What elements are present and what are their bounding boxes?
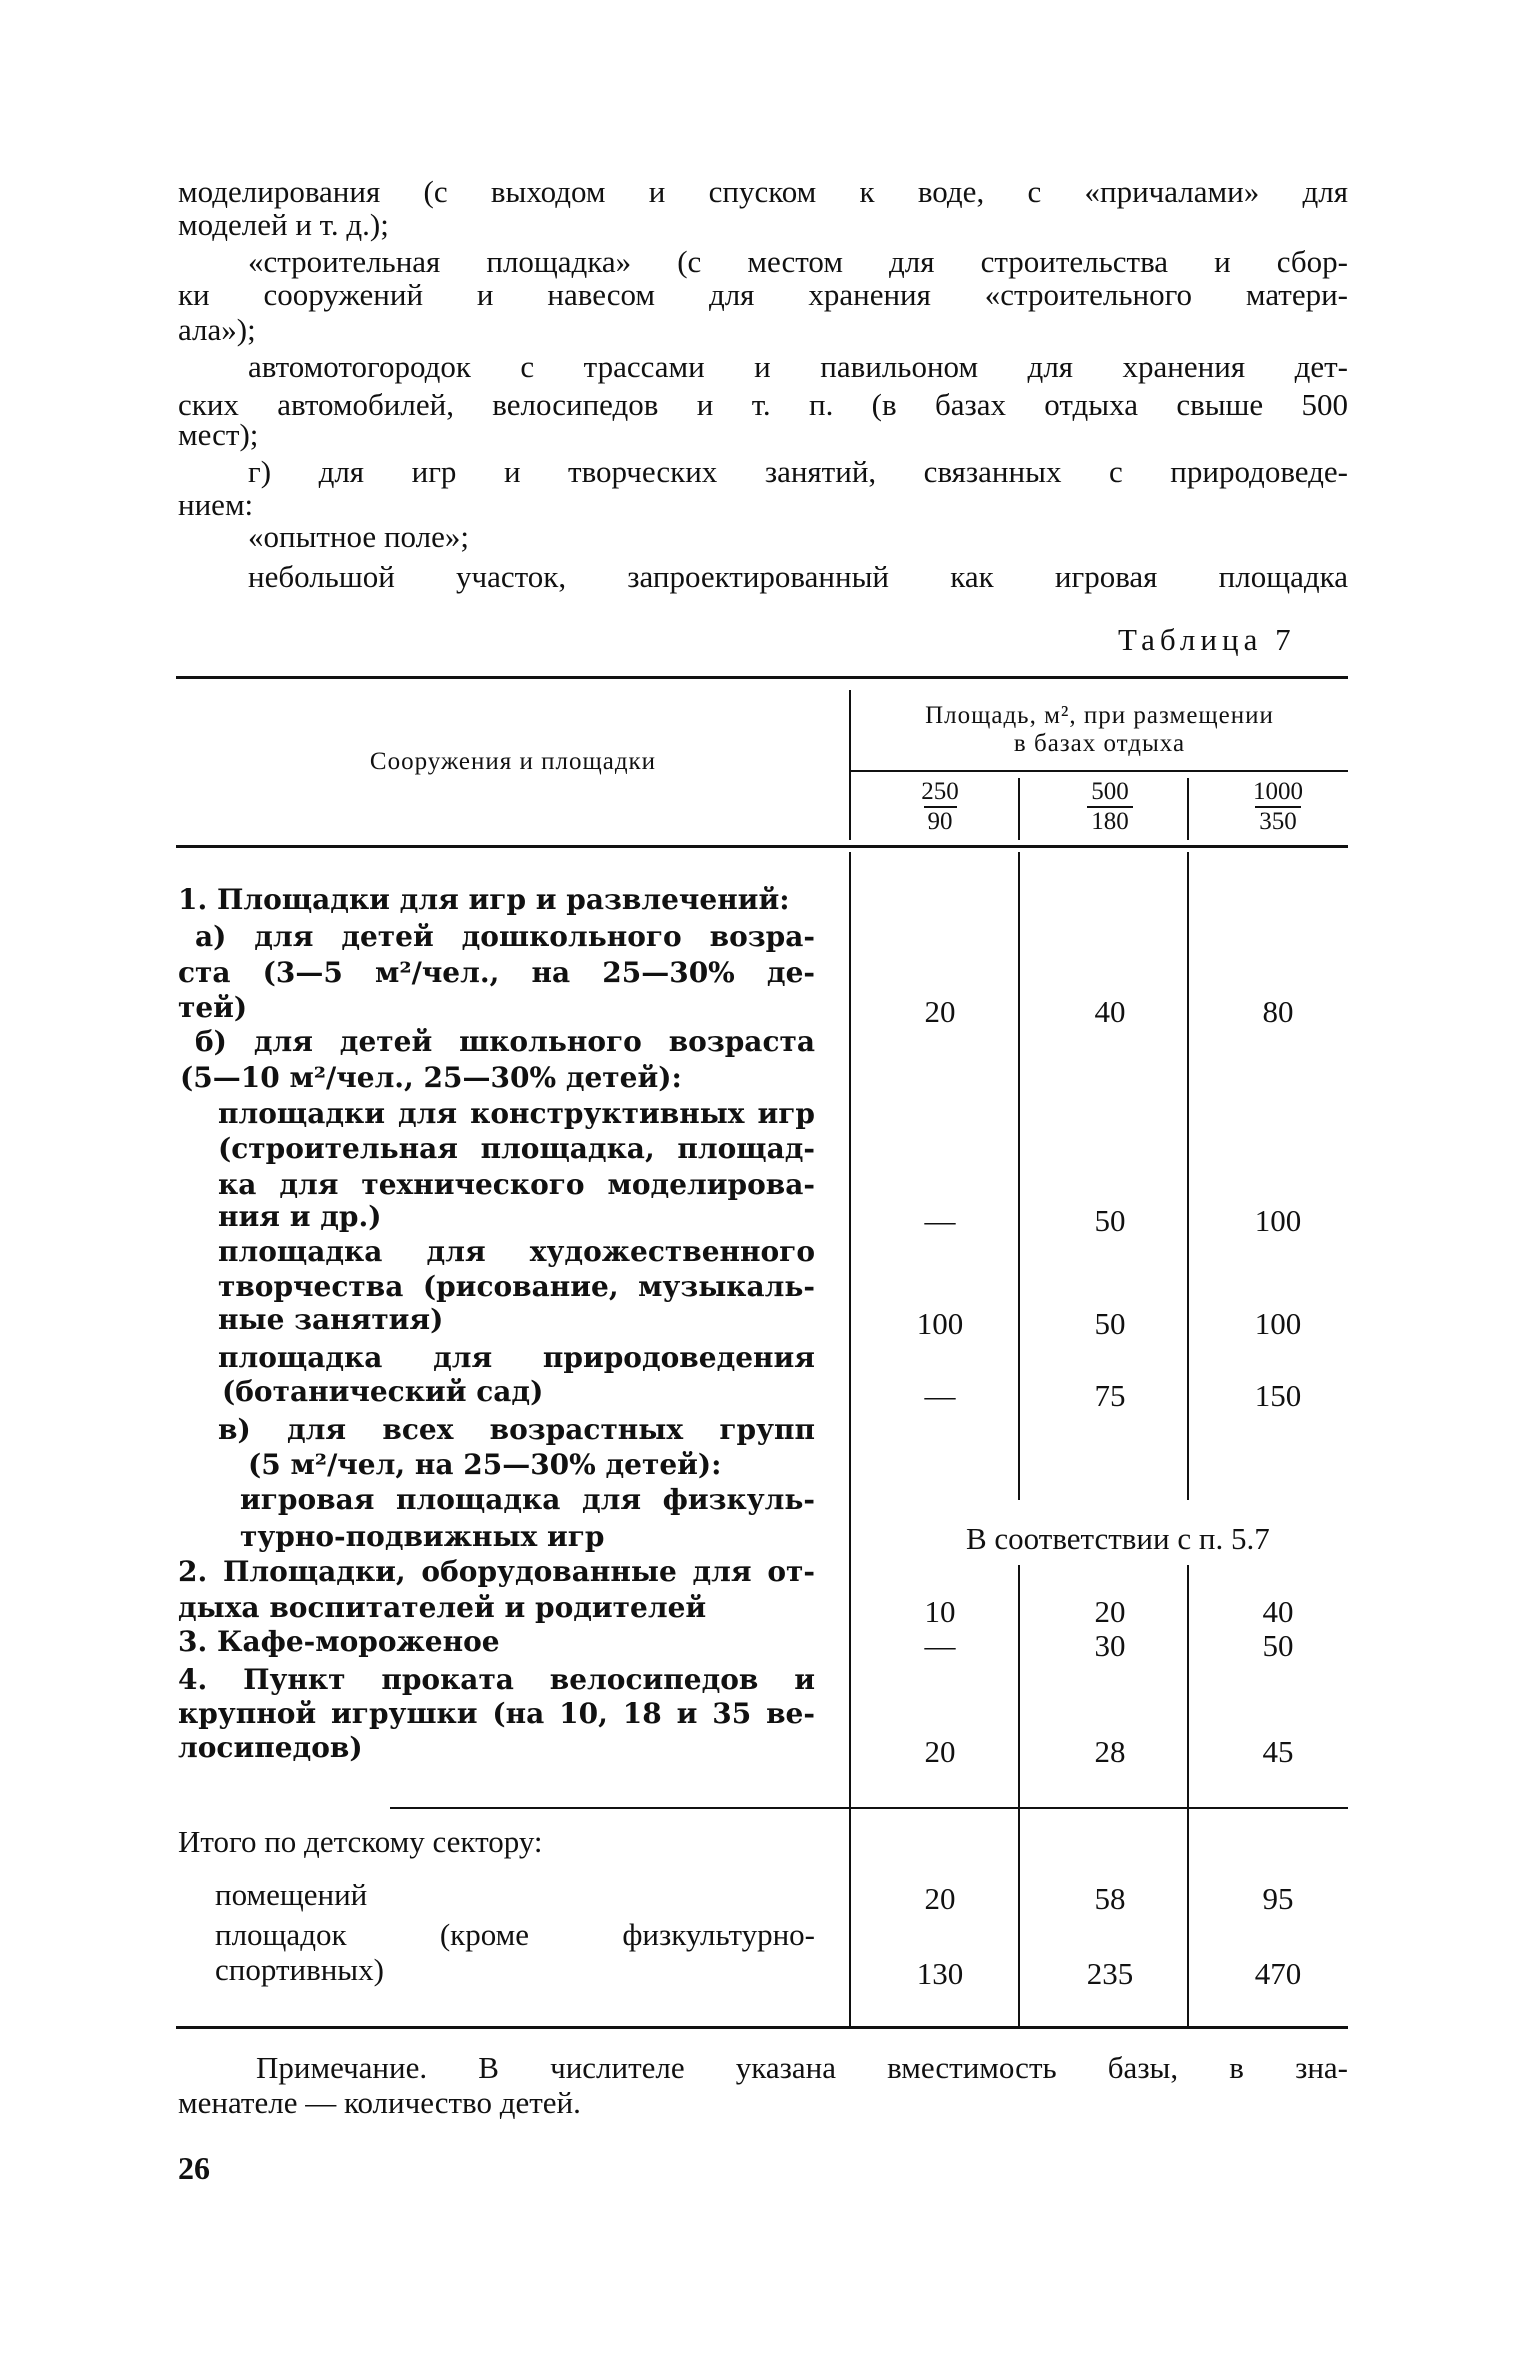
- capacity-fraction: [890, 778, 990, 836]
- header-bottom-rule: [176, 845, 1348, 848]
- capacity-fraction: [1060, 778, 1160, 836]
- row-label: творчества (рисование, музыкаль-: [218, 1270, 815, 1303]
- row-label: 2. Площадки, оборудованные для от-: [178, 1555, 815, 1588]
- table-cell-value: 28: [1094, 1734, 1126, 1769]
- intro-line: ских автомобилей, велосипедов и т. п. (в базах отдыха свыше 500: [178, 387, 1348, 422]
- table-cell-value: 40: [1094, 994, 1126, 1029]
- table-cell-value: 50: [1094, 1306, 1126, 1341]
- totals-title: Итого по детскому сектору:: [178, 1824, 543, 1859]
- row-label: ния и др.): [218, 1200, 382, 1233]
- row-label: 1. Площадки для игр и развлечений:: [178, 883, 790, 916]
- totals-row-label: помещений: [215, 1877, 368, 1912]
- intro-line: ала»);: [178, 312, 256, 347]
- body-col-divider: [1018, 852, 1020, 1500]
- row-label: в) для всех возрастных групп: [218, 1413, 815, 1446]
- capacity-denominator: 180: [1087, 806, 1133, 836]
- intro-line: г) для игр и творческих занятий, связанных с природоведе-: [248, 454, 1348, 489]
- header-subrule: [851, 770, 1348, 772]
- page-number: 26: [178, 2150, 210, 2186]
- intro-line: небольшой участок, запроектированный как игровая площадка: [248, 559, 1348, 594]
- column-header-area-line2: в базах отдыха: [1013, 730, 1186, 757]
- row-label: 4. Пункт проката велосипедов и: [178, 1663, 815, 1696]
- table-cell-value: 58: [1094, 1881, 1126, 1916]
- header-col-divider: [1187, 778, 1189, 840]
- intro-line: «строительная площадка» (с местом для строительства и сбор-: [248, 244, 1348, 279]
- row-label: турно-подвижных игр: [240, 1520, 605, 1553]
- row-label: 3. Кафе-мороженое: [178, 1625, 500, 1658]
- row-label: (5 м²/чел, на 25—30% детей):: [248, 1448, 722, 1481]
- table-cell-value: 150: [1254, 1378, 1302, 1413]
- capacity-denominator: 90: [924, 806, 957, 836]
- capacity-numerator: 500: [1091, 778, 1129, 805]
- table-cell-value: —: [924, 1203, 956, 1238]
- body-col-divider: [849, 852, 851, 2028]
- totals-row-label: площадок (кроме физкультурно-: [215, 1917, 815, 1952]
- table-cell-value: —: [924, 1628, 956, 1663]
- column-header-area-line1: Площадь, м², при размещении: [925, 702, 1274, 729]
- row-label: лосипедов): [178, 1731, 363, 1764]
- table-cell-value: 40: [1262, 1594, 1294, 1629]
- row-label: ка для технического моделирова-: [218, 1168, 815, 1201]
- table-note-line2: менателе — количество детей.: [178, 2085, 581, 2120]
- row-label: площадка для природоведения: [218, 1341, 815, 1374]
- body-col-divider: [1187, 852, 1189, 1500]
- row-label: крупной игрушки (на 10, 18 и 35 ве-: [178, 1697, 815, 1730]
- row-span-value: В соответствии с п. 5.7: [966, 1521, 1270, 1556]
- row-label: ста (3—5 м²/чел., на 25—30% де-: [178, 956, 815, 989]
- table-cell-value: 30: [1094, 1628, 1126, 1663]
- capacity-numerator: 1000: [1253, 778, 1303, 805]
- capacity-fraction: [1228, 778, 1328, 836]
- table-cell-value: 50: [1094, 1203, 1126, 1238]
- table-bottom-rule: [176, 2026, 1348, 2029]
- intro-line: мест);: [178, 417, 259, 452]
- intro-line: нием:: [178, 487, 254, 522]
- table-cell-value: 20: [1094, 1594, 1126, 1629]
- row-label: (5—10 м²/чел., 25—30% детей):: [180, 1061, 682, 1094]
- table-top-rule: [176, 676, 1348, 679]
- row-label: (ботанический сад): [222, 1375, 544, 1408]
- row-label: тей): [178, 991, 248, 1024]
- column-header-name: Сооружения и площадки: [369, 748, 657, 775]
- table-cell-value: 10: [924, 1594, 956, 1629]
- row-label: а) для детей дошкольного возра-: [195, 920, 815, 953]
- intro-line: «опытное поле»;: [248, 519, 469, 554]
- table-cell-value: 235: [1086, 1956, 1134, 1991]
- header-col-divider: [1018, 778, 1020, 840]
- table-cell-value: 20: [924, 1734, 956, 1769]
- table-cell-value: 20: [924, 994, 956, 1029]
- table-cell-value: 100: [1254, 1306, 1302, 1341]
- row-label: дыха воспитателей и родителей: [178, 1591, 707, 1624]
- table-cell-value: 45: [1262, 1734, 1294, 1769]
- table-cell-value: 75: [1094, 1378, 1126, 1413]
- row-label: площадка для художественного: [218, 1235, 815, 1268]
- table-cell-value: 130: [916, 1956, 964, 1991]
- table-cell-value: 470: [1254, 1956, 1302, 1991]
- intro-line: ки сооружений и навесом для хранения «строительного матери-: [178, 277, 1348, 312]
- intro-line: моделирования (с выходом и спуском к воде, с «причалами» для: [178, 174, 1348, 209]
- row-label: б) для детей школьного возраста: [195, 1025, 815, 1058]
- capacity-numerator: 250: [921, 778, 959, 805]
- totals-rule: [390, 1807, 1348, 1809]
- table-cell-value: 100: [916, 1306, 964, 1341]
- table-cell-value: 50: [1262, 1628, 1294, 1663]
- table-cell-value: 20: [924, 1881, 956, 1916]
- row-label: игровая площадка для физкуль-: [240, 1483, 815, 1516]
- row-label: площадки для конструктивных игр: [218, 1097, 815, 1130]
- row-label: (строительная площадка, площад-: [218, 1132, 815, 1165]
- table-cell-value: 80: [1262, 994, 1294, 1029]
- table-note-line1: Примечание. В числителе указана вместимость базы, в зна-: [256, 2050, 1348, 2085]
- table-title: Таблица 7: [1118, 622, 1296, 657]
- capacity-denominator: 350: [1255, 806, 1301, 836]
- totals-row-label: спортивных): [215, 1952, 384, 1987]
- table-cell-value: 95: [1262, 1881, 1294, 1916]
- body-col-divider: [1018, 1565, 1020, 2028]
- intro-line: автомотогородок с трассами и павильоном для хранения дет-: [248, 349, 1348, 384]
- body-col-divider: [1187, 1565, 1189, 2028]
- row-label: ные занятия): [218, 1303, 444, 1336]
- table-cell-value: 100: [1254, 1203, 1302, 1238]
- intro-line: моделей и т. д.);: [178, 207, 389, 242]
- table-cell-value: —: [924, 1378, 956, 1413]
